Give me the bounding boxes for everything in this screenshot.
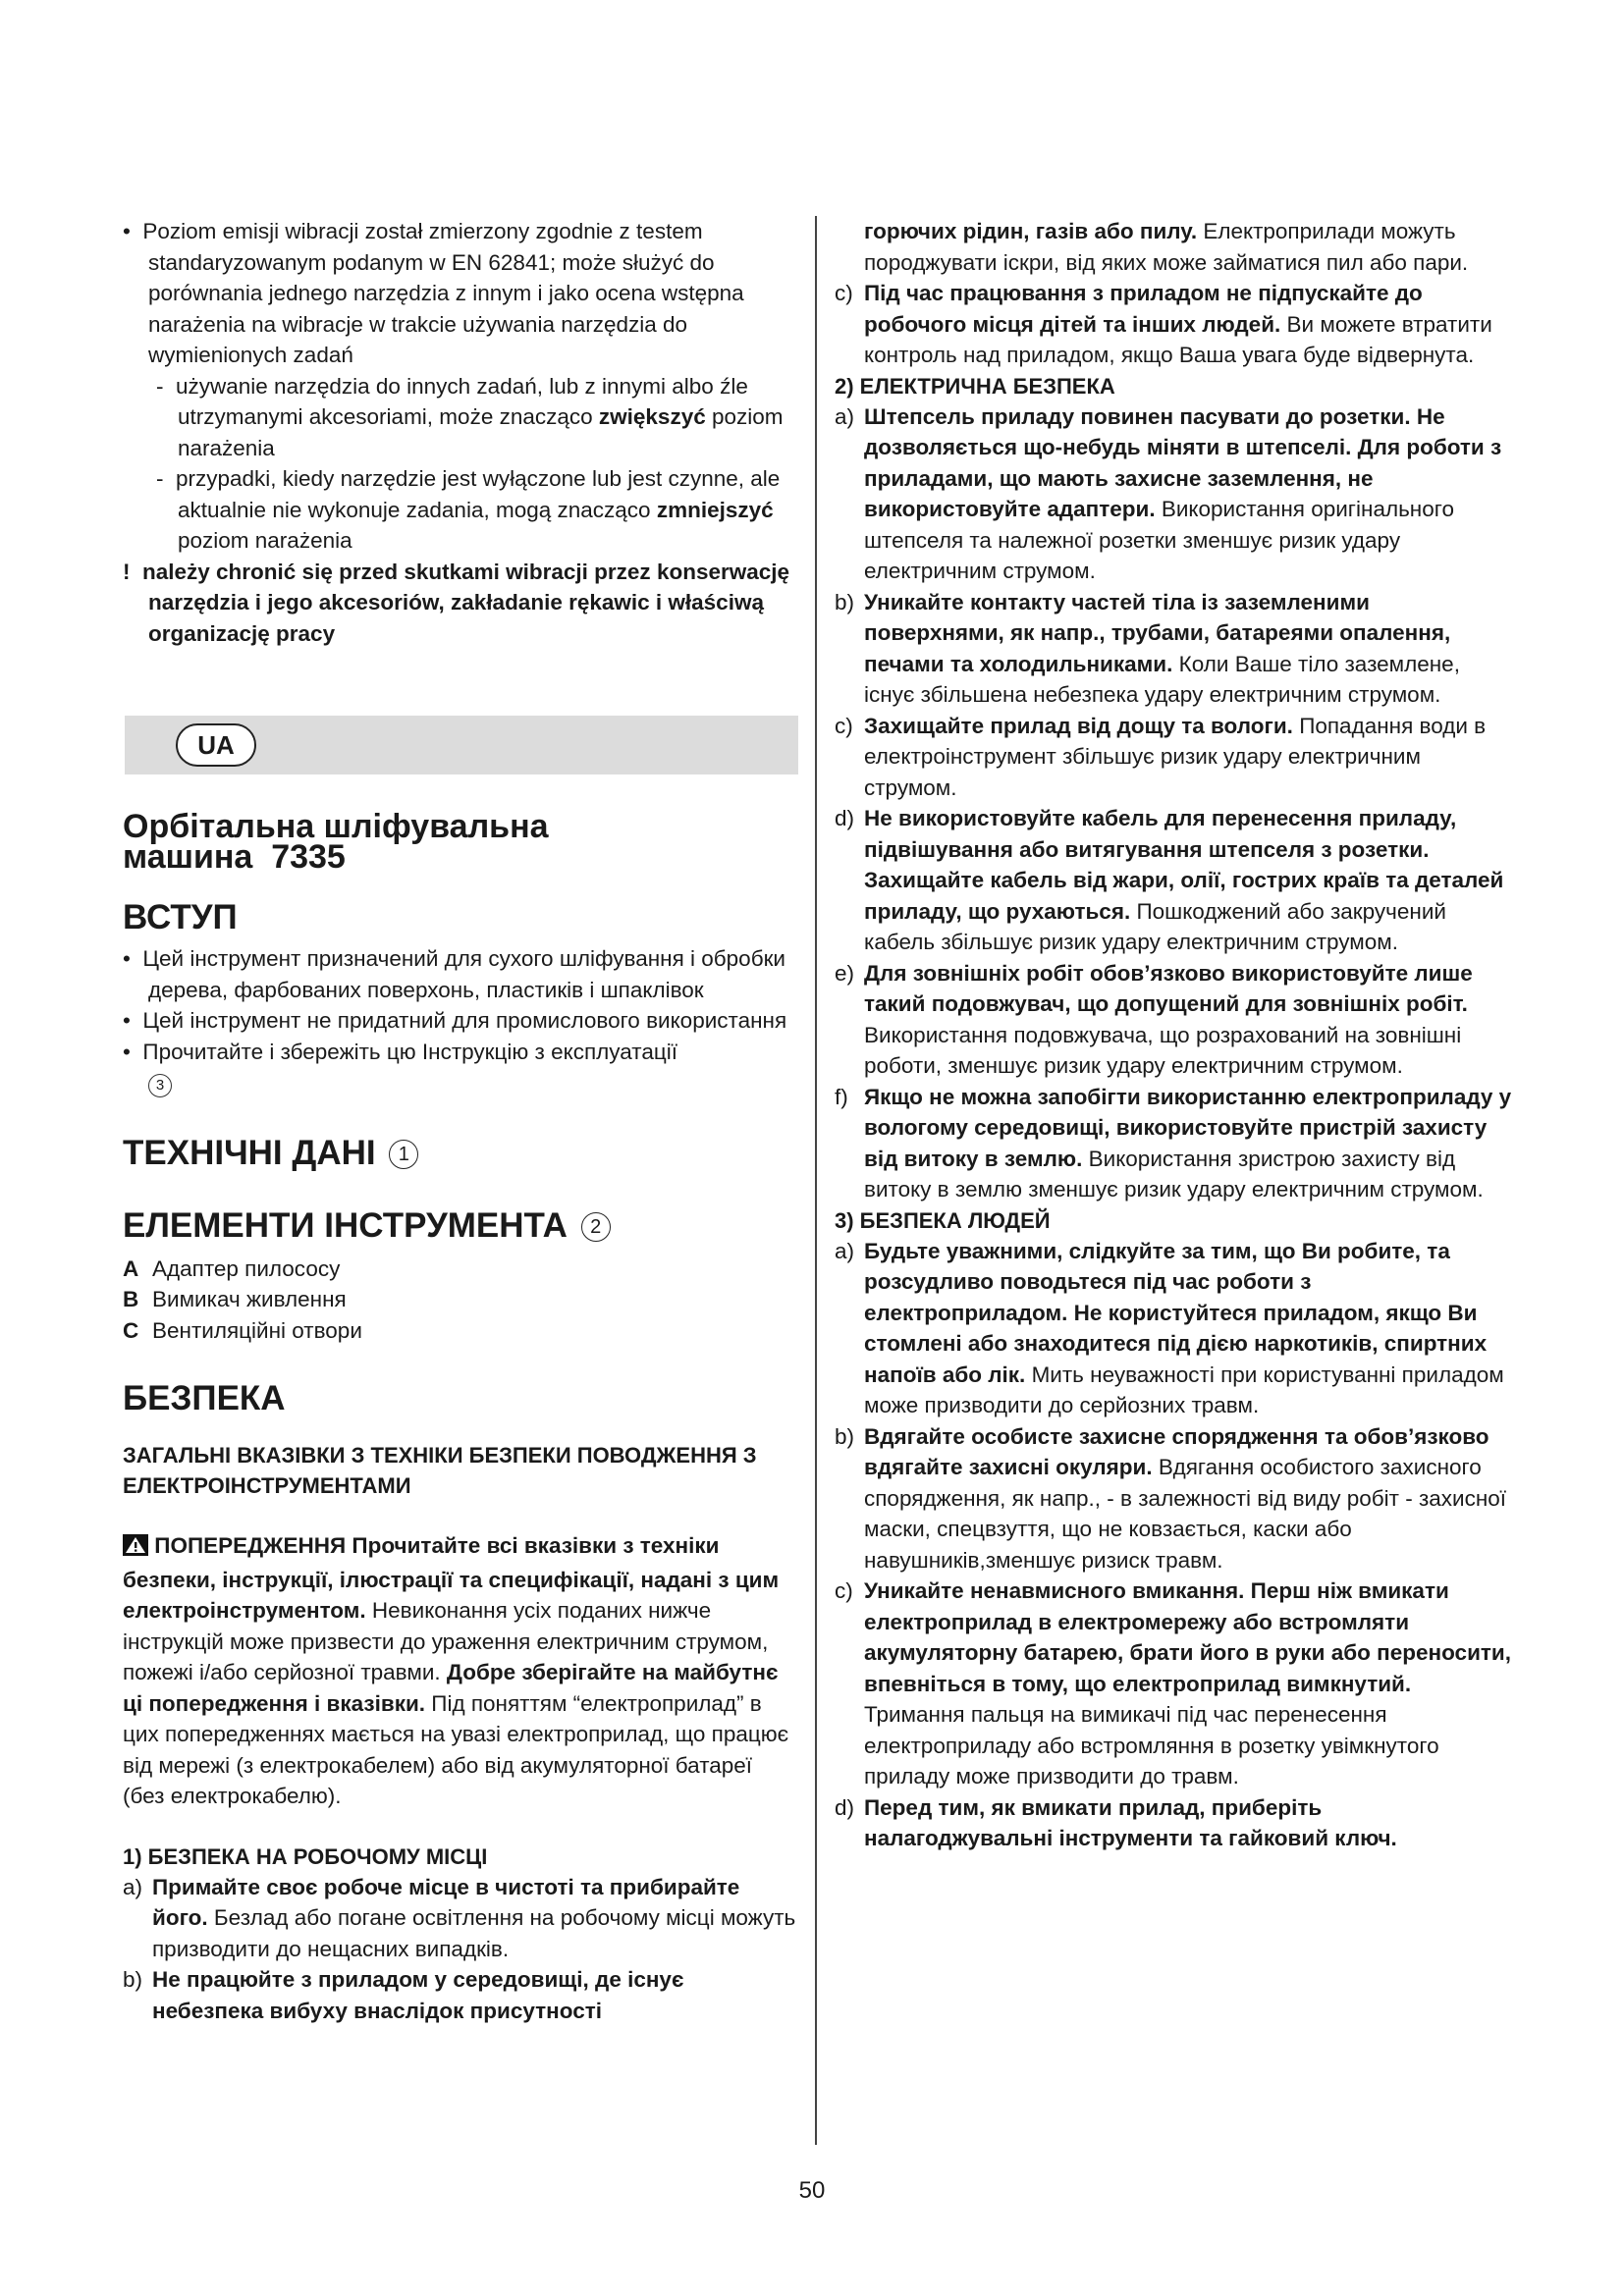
s1-item-a: a) Примайте своє робоче місце в чистоті та прибирайте його. Безлад або погане освітлення на робочому місці можуть призводити до нещасних випадків.: [123, 1874, 796, 1961]
intro-bullet-2: • Цей інструмент не придатний для промислового використання: [123, 1008, 787, 1033]
language-band: [125, 716, 798, 774]
s2-item: b) Уникайте контакту частей тіла із заземленими поверхнями, як напр., трубами, батареями опалення, печами та холодильниками. Коли Ваше тіло заземлене, існує збільшена небезпека удару електричним струмом.: [835, 589, 1460, 707]
s2-heading: 2) ЕЛЕКТРИЧНА БЕЗПЕКА: [835, 373, 1115, 399]
pl-dash-2: - przypadki, kiedy narzędzie jest wyłączone lub jest czynne, ale aktualnie nie wykonuje zadania, mogą znacząco zmniejszyć poziom narażenia: [156, 466, 781, 553]
intro-bullet-1: • Цей інструмент призначений для сухого шліфування і обробки дерева, фарбованих поверхонь, пластиків і шпаклівок: [123, 946, 785, 1002]
figure-ref-1: 1: [389, 1140, 418, 1169]
s2-item: f) Якщо не можна запобігти використанню електроприладу у вологому середовищі, використовуйте пристрій захисту від витоку в землю. Використання зристрою захисту від витоку в землю зменшує ризик удару електричним струмом.: [835, 1084, 1512, 1201]
s3-heading: 3) БЕЗПЕКА ЛЮДЕЙ: [835, 1207, 1051, 1233]
tech-data-heading: ТЕХНІЧНІ ДАНІ 1: [123, 1134, 798, 1173]
figure-ref-3: 3: [148, 1074, 172, 1097]
figure-ref-2: 2: [581, 1212, 611, 1242]
s3-item: d) Перед тим, як вмикати прилад, приберіть налагоджувальні інструменти та гайковий ключ.: [835, 1794, 1397, 1850]
element-item: A Адаптер пилососу: [123, 1255, 341, 1281]
s2-item: d) Не використовуйте кабель для перенесення приладу, підвішування або витягування штепселя з розетки. Захищайте кабель від жари, олії, гострих країв та деталей приладу, що рухаються. Пошкоджений або закручений кабель збільшує ризик удару електричним струмом.: [835, 806, 1504, 954]
intro-heading: ВСТУП: [123, 898, 238, 936]
safety-subheading: ЗАГАЛЬНІ ВКАЗІВКИ З ТЕХНІКИ БЕЗПЕКИ ПОВОДЖЕННЯ З ЕЛЕКТРОІНСТРУМЕНТАМИ: [123, 1443, 757, 1498]
pl-bullet: • Poziom emisji wibracji został zmierzony zgodnie z testem standaryzowanym podanym w EN 62841; może służyć do porównania jednego narzędzia z innym i jako ocena wstępna narażenia na wibracje w trakcie używania narzędzia do wymienionych zadań: [123, 219, 744, 367]
warning-triangle-icon: [123, 1533, 148, 1565]
warning-paragraph: ПОПЕРЕДЖЕННЯ Прочитайте всі вказівки з техніки безпеки, інструкції, ілюстрації та специфікації, надані з цим електроінструментом. Невиконання усіх поданих нижче інструкцій може призвести до ураження електричним струмом, пожежі і/або серйозної травми. Добре зберігайте на майбутнє ці попередження і вказівки. Під поняттям “електроприлад” в цих попередженнях мається на увазі електроприлад, що працює від мережі (з електрокабелем) або від акумуляторної батареї (без електрокабелю).: [123, 1533, 789, 1808]
page-number: 50: [798, 2177, 826, 2204]
pl-dash-1: - używanie narzędzia do innych zadań, lub z innymi albo źle utrzymanymi akcesoriami, może znacząco zwiększyć poziom narażenia: [156, 373, 784, 460]
s3-item: c) Уникайте ненавмисного вмикання. Перш ніж вмикати електроприлад в електромережу або встромляти акумуляторну батарею, брати його в руки або переносити, впевніться в тому, що електроприлад вимкнутий. Тримання пальця на вимикачі під час перенесення електроприладу або встромляння в розетку увімкнутого приладу може призводити до травм.: [835, 1578, 1512, 1789]
s1-item-b: b) Не працюйте з приладом у середовищі, де існує небезпека вибуху внаслідок присутності: [123, 1967, 684, 2023]
s1-heading: 1) БЕЗПЕКА НА РОБОЧОМУ МІСЦІ: [123, 1843, 488, 1869]
product-title: Орбітальна шліфувальна машина 7335: [123, 808, 549, 876]
ua-language-badge: UA: [176, 723, 256, 767]
s3-item: a) Будьте уважними, слідкуйте за тим, що Ви робите, та розсудливо поводьтеся під час роботи з електроприладом. Не користуйтеся приладом, якщо Ви стомлені або знаходитеся під дією наркотиків, спиртних напоїв або лік. Мить неуважності при користуванні приладом може призводити до серйозних травм.: [835, 1238, 1504, 1417]
pl-warning: ! należy chronić się przed skutkami wibracji przez konserwację narzędzia i jego akcesoriów, zakładanie rękawic i właściwą organizację pracy: [123, 559, 790, 646]
intro-bullet-3: • Прочитайте і збережіть цю Інструкцію з експлуатації 3: [123, 1037, 798, 1098]
s2-item: a) Штепсель приладу повинен пасувати до розетки. Не дозволяється що-небудь міняти в штепселі. Для роботи з приладами, що мають захисне заземлення, не використовуйте адаптери. Використання оригінального штепселя та належної розетки зменшує ризик удару електричним струмом.: [835, 403, 1502, 583]
s2-item: c) Захищайте прилад від дощу та вологи. Попадання води в електроінструмент збільшує ризик удару електричним струмом.: [835, 713, 1487, 800]
safety-heading: БЕЗПЕКА: [123, 1379, 286, 1417]
s1-item-c: c) Під час працювання з приладом не підпускайте до робочого місця дітей та інших людей. Ви можете втратити контроль над приладом, якщо Ваша увага буде відвернута.: [835, 281, 1492, 367]
element-item: C Вентиляційні отвори: [123, 1317, 362, 1343]
elements-list: [123, 1254, 798, 1347]
right-column: [835, 216, 1512, 1854]
left-column: [123, 216, 798, 2026]
s1-item-b-continued: горючих рідин, газів або пилу. Електроприлади можуть породжувати іскри, від яких може займатися пил або пари.: [864, 219, 1469, 275]
s3-item: b) Вдягайте особисте захисне спорядження та обов’язково вдягайте захисні окуляри. Вдягання особистого захисного спорядження, як напр., - в залежності від виду робіт - захисної маски, спецвзуття, що не ковзається, каски або навушників,зменшує ризиск травм.: [835, 1423, 1507, 1573]
elements-heading: ЕЛЕМЕНТИ ІНСТРУМЕНТА 2: [123, 1206, 798, 1246]
s2-item: e) Для зовнішніх робіт обов’язково використовуйте лише такий подовжувач, що допущений для зовнішніх робіт. Використання подовжувача, що розрахований на зовнішні роботи, зменшує ризик удару електричним струмом.: [835, 960, 1473, 1078]
element-item: B Вимикач живлення: [123, 1287, 347, 1311]
column-divider: [815, 216, 817, 2145]
